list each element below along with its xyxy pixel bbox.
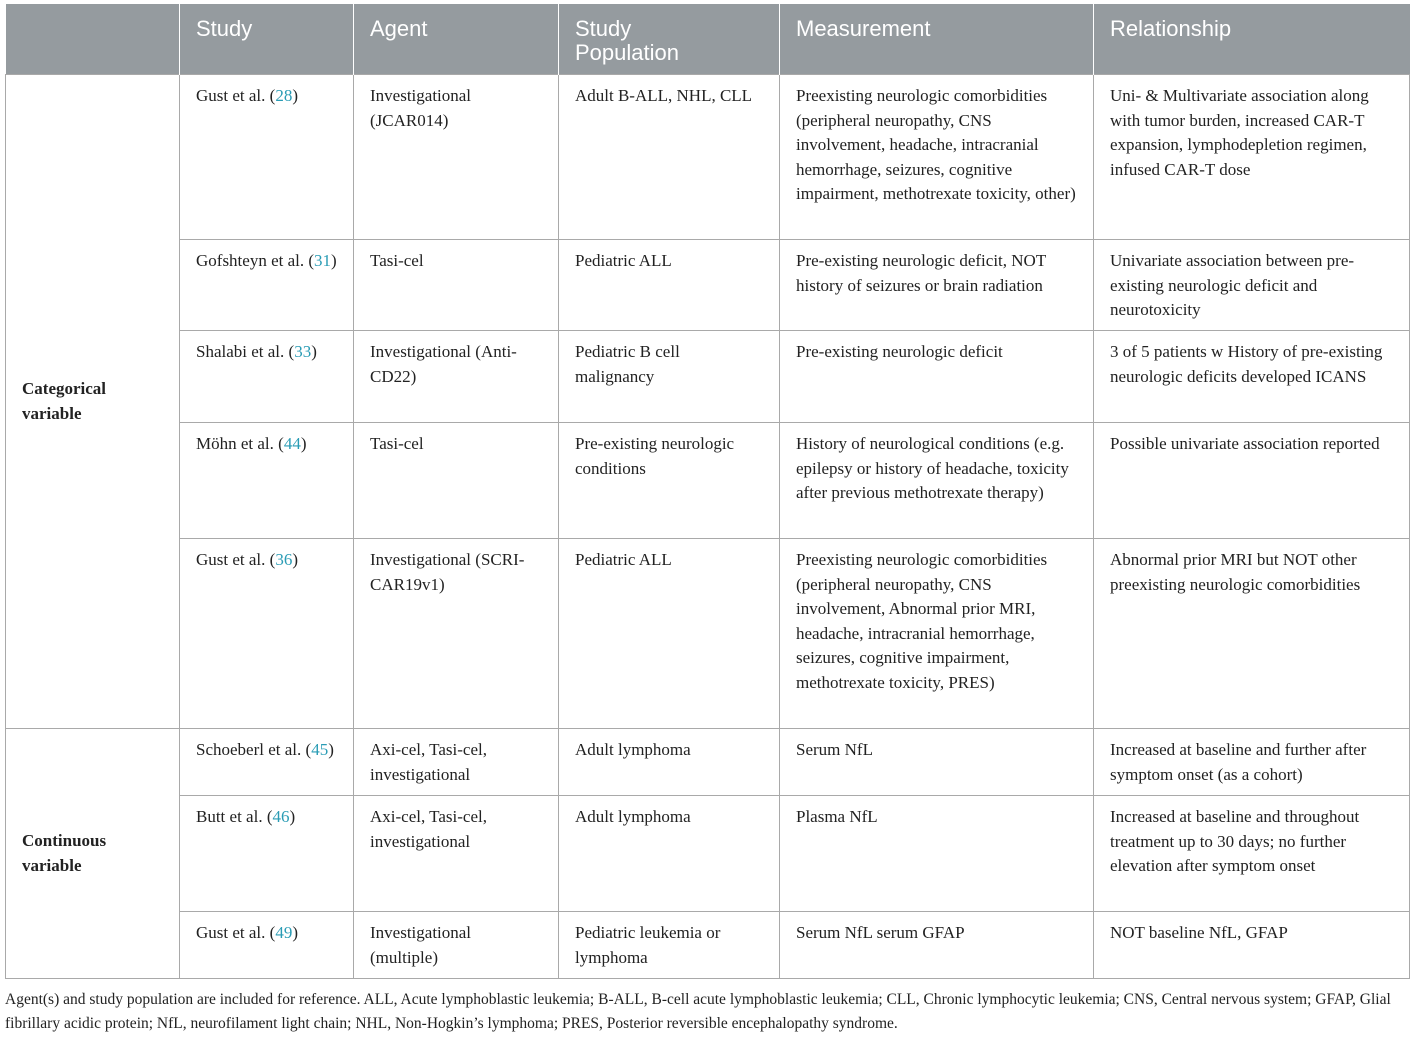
agent-cell: Axi-cel, Tasi-cel, investigational [354, 796, 559, 912]
study-name-suffix: ) [292, 86, 298, 105]
agent-cell: Investigational (Anti-CD22) [354, 331, 559, 423]
study-name: Shalabi et al. ( [196, 342, 295, 361]
relationship-cell: Uni- & Multivariate association along with tumor burden, increased CAR-T expansion, lymphodepletion regimen, infused CAR-T dose [1094, 75, 1410, 240]
citation-link[interactable]: 36 [275, 550, 293, 569]
population-cell: Pediatric B cell malignancy [559, 331, 780, 423]
studies-table [5, 4, 1410, 979]
study-name-suffix: ) [311, 342, 317, 361]
agent-cell: Investigational (multiple) [354, 912, 559, 979]
population-cell: Adult lymphoma [559, 729, 780, 796]
agent-cell: Tasi-cel [354, 240, 559, 331]
measurement-cell: History of neurological conditions (e.g. epilepsy or history of headache, toxicity after previous methotrexate therapy) [780, 423, 1094, 539]
relationship-cell: Possible univariate association reported [1094, 423, 1410, 539]
measurement-cell: Preexisting neurologic comorbidities (peripheral neuropathy, CNS involvement, Abnormal prior MRI, headache, intracranial hemorrhage, seizures, cognitive impairment, methotrexate toxicity, PRES) [780, 539, 1094, 729]
measurement-cell: Pre-existing neurologic deficit, NOT history of seizures or brain radiation [780, 240, 1094, 331]
table-header [6, 4, 1410, 75]
table-row [6, 240, 1410, 331]
study-name-suffix: ) [331, 251, 337, 270]
study-name-suffix: ) [292, 923, 298, 942]
citation-link[interactable]: 31 [314, 251, 332, 270]
measurement-cell: Pre-existing neurologic deficit [780, 331, 1094, 423]
study-name: Gofshteyn et al. ( [196, 251, 315, 270]
agent-cell: Investigational (SCRI-CAR19v1) [354, 539, 559, 729]
header-row [6, 4, 1410, 75]
citation-link[interactable]: 45 [311, 740, 329, 759]
study-name-suffix: ) [292, 550, 298, 569]
relationship-cell: Increased at baseline and throughout treatment up to 30 days; no further elevation after symptom onset [1094, 796, 1410, 912]
table-row [6, 729, 1410, 796]
study-cell [180, 331, 354, 423]
study-name-suffix: ) [328, 740, 334, 759]
study-name: Gust et al. ( [196, 923, 276, 942]
agent-cell: Tasi-cel [354, 423, 559, 539]
study-name: Gust et al. ( [196, 550, 276, 569]
table-row [6, 912, 1410, 979]
header-group [6, 4, 180, 75]
citation-link[interactable]: 46 [272, 807, 290, 826]
study-name: Möhn et al. ( [196, 434, 284, 453]
citation-link[interactable]: 49 [275, 923, 293, 942]
study-cell [180, 539, 354, 729]
study-cell [180, 729, 354, 796]
header-study: Study [180, 4, 354, 75]
header-measurement: Measurement [780, 4, 1094, 75]
measurement-cell: Plasma NfL [780, 796, 1094, 912]
relationship-cell: NOT baseline NfL, GFAP [1094, 912, 1410, 979]
table-footnote: Agent(s) and study population are included for reference. ALL, Acute lymphoblastic leukemia; B-ALL, B-cell acute lymphoblastic leukemia; CLL, Chronic lymphocytic leukemia; CNS, Central nervous system; GFAP, Glial fibrillary acidic protein; NfL, neurofilament light chain; NHL, Non-Hogkin’s lymphoma; PRES, Posterior reversible encephalopathy syndrome. [5, 991, 1391, 1032]
population-cell: Adult B-ALL, NHL, CLL [559, 75, 780, 240]
agent-cell: Axi-cel, Tasi-cel, investigational [354, 729, 559, 796]
population-cell: Pediatric leukemia or lymphoma [559, 912, 780, 979]
measurement-cell: Serum NfL serum GFAP [780, 912, 1094, 979]
population-cell: Pre-existing neurologic conditions [559, 423, 780, 539]
header-relationship: Relationship [1094, 4, 1410, 75]
table-body [6, 75, 1410, 979]
group-label: Categorical variable [6, 75, 180, 729]
citation-link[interactable]: 44 [283, 434, 301, 453]
study-name: Gust et al. ( [196, 86, 276, 105]
measurement-cell: Serum NfL [780, 729, 1094, 796]
table-row [6, 423, 1410, 539]
study-cell [180, 796, 354, 912]
citation-link[interactable]: 33 [294, 342, 312, 361]
group-label: Continuous variable [6, 729, 180, 979]
relationship-cell: Univariate association between pre-existing neurologic deficit and neurotoxicity [1094, 240, 1410, 331]
measurement-cell: Preexisting neurologic comorbidities (peripheral neuropathy, CNS involvement, headache, intracranial hemorrhage, seizures, cognitive impairment, methotrexate toxicity, other) [780, 75, 1094, 240]
table-row [6, 796, 1410, 912]
study-cell [180, 423, 354, 539]
study-cell [180, 75, 354, 240]
header-agent: Agent [354, 4, 559, 75]
study-cell [180, 240, 354, 331]
agent-cell: Investigational (JCAR014) [354, 75, 559, 240]
study-name: Butt et al. ( [196, 807, 273, 826]
header-population: Study Population [559, 4, 780, 75]
relationship-cell: Abnormal prior MRI but NOT other preexisting neurologic comorbidities [1094, 539, 1410, 729]
table-row [6, 75, 1410, 240]
table-row [6, 331, 1410, 423]
study-cell [180, 912, 354, 979]
relationship-cell: Increased at baseline and further after symptom onset (as a cohort) [1094, 729, 1410, 796]
study-name-suffix: ) [300, 434, 307, 453]
population-cell: Pediatric ALL [559, 240, 780, 331]
study-name: Schoeberl et al. ( [196, 740, 312, 759]
citation-link[interactable]: 28 [275, 86, 293, 105]
study-name-suffix: ) [289, 807, 296, 826]
relationship-cell: 3 of 5 patients w History of pre-existing neurologic deficits developed ICANS [1094, 331, 1410, 423]
table-row [6, 539, 1410, 729]
population-cell: Adult lymphoma [559, 796, 780, 912]
population-cell: Pediatric ALL [559, 539, 780, 729]
